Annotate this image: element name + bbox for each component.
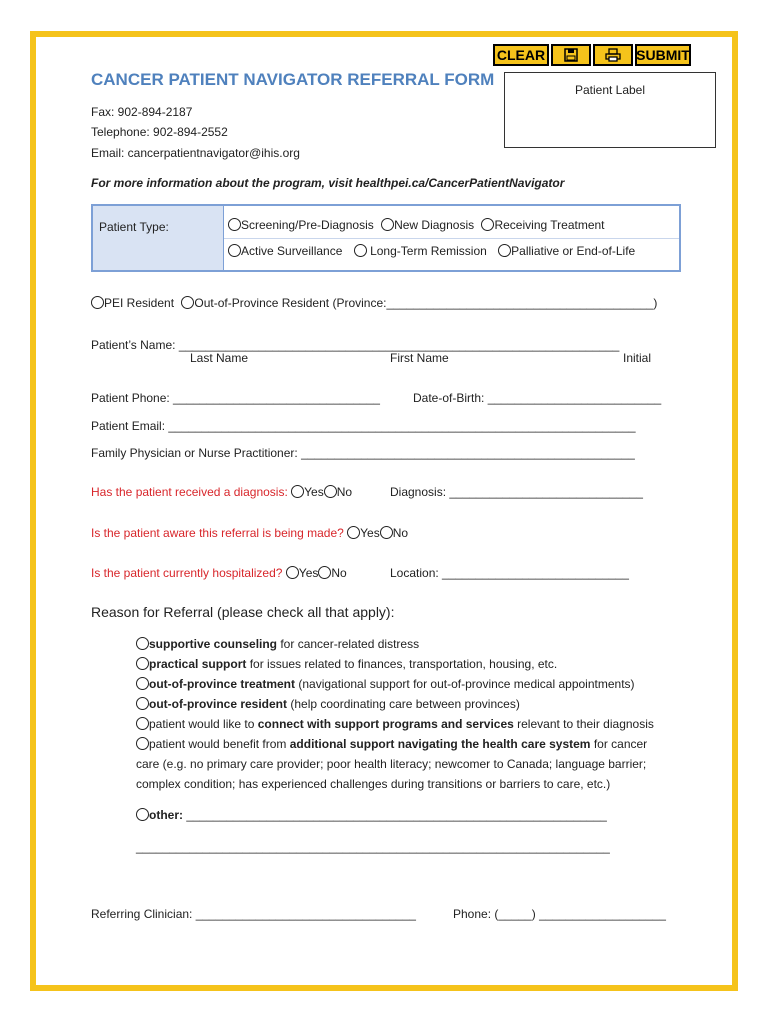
radio-receiving-treatment[interactable]	[481, 218, 494, 231]
email-line: Email: cancerpatientnavigator@ihis.org	[91, 146, 300, 160]
reason-6-pre: patient would benefit from	[149, 737, 290, 751]
radio-screening[interactable]	[228, 218, 241, 231]
checkbox-additional-support[interactable]	[136, 737, 149, 750]
option-out-of-province[interactable]: Out-of-Province Resident (Province:________________________________________)	[194, 296, 658, 310]
patient-type-box	[91, 204, 681, 272]
form-title: CANCER PATIENT NAVIGATOR REFERRAL FORM	[91, 70, 495, 89]
radio-palliative[interactable]	[498, 244, 511, 257]
referring-clinician-field[interactable]: Referring Clinician: _________________________________	[91, 907, 416, 921]
radio-diagnosis-yes[interactable]	[291, 485, 304, 498]
patient-phone-field[interactable]: Patient Phone: _______________________________	[91, 391, 380, 405]
other-label: other:	[149, 808, 183, 822]
reason-3-text: (navigational support for out-of-province medical appointments)	[295, 677, 635, 691]
reason-2-text: for issues related to finances, transportation, housing, etc.	[246, 657, 558, 671]
reason-4-text: (help coordinating care between provinces)	[287, 697, 520, 711]
patient-type-label: Patient Type:	[99, 220, 169, 234]
radio-aware-yes[interactable]	[347, 526, 360, 539]
reason-heading: Reason for Referral (please check all that apply):	[91, 604, 395, 620]
radio-aware-no[interactable]	[380, 526, 393, 539]
radio-diagnosis-no[interactable]	[324, 485, 337, 498]
patient-label-text: Patient Label	[574, 83, 646, 97]
hospitalized-yes-label: Yes	[298, 566, 319, 580]
hospitalized-question: Is the patient currently hospitalized?	[91, 566, 283, 580]
reason-5-pre: patient would like to	[149, 717, 258, 731]
diagnosis-yes-label: Yes	[304, 485, 324, 499]
reason-6-line-2: care (e.g. no primary care provider; poor health literacy; newcomer to Canada; language barrier;	[136, 757, 647, 771]
submit-button[interactable]: SUBMIT	[635, 44, 691, 66]
toolbar	[493, 44, 691, 66]
diagnosis-question: Has the patient received a diagnosis:	[91, 485, 288, 499]
print-icon	[605, 48, 621, 62]
last-name-caption: Last Name	[190, 351, 249, 365]
radio-active-surveillance[interactable]	[228, 244, 241, 257]
save-button[interactable]	[551, 44, 591, 66]
aware-no-label: No	[392, 526, 409, 540]
fax-line: Fax: 902-894-2187	[91, 105, 193, 119]
aware-question: Is the patient aware this referral is being made?	[91, 526, 344, 540]
other-field[interactable]: _______________________________________________________________	[183, 808, 607, 822]
radio-out-of-province[interactable]	[181, 296, 194, 309]
patient-name-field[interactable]: Patient’s Name: __________________________________________________________________	[91, 338, 620, 352]
option-new-diagnosis: New Diagnosis	[394, 218, 475, 232]
checkbox-out-of-province-resident[interactable]	[136, 697, 149, 710]
patient-type-options	[224, 206, 679, 270]
hospitalized-no-label: No	[331, 566, 347, 580]
patient-type-label-cell	[93, 206, 224, 270]
clinician-phone-field[interactable]: Phone: (_____) ___________________	[453, 907, 666, 921]
option-screening: Screening/Pre-Diagnosis	[241, 218, 374, 232]
reason-4-bold: out-of-province resident	[149, 697, 288, 711]
radio-pei-resident[interactable]	[91, 296, 104, 309]
reason-5-bold: connect with support programs and services	[257, 717, 514, 731]
option-long-term-remission: Long-Term Remission	[370, 244, 487, 258]
option-active-surveillance: Active Surveillance	[241, 244, 343, 258]
physician-field[interactable]: Family Physician or Nurse Practitioner: __________________________________________________	[91, 446, 635, 460]
other-field-line-2[interactable]: _______________________________________________________________________	[136, 840, 610, 854]
aware-yes-label: Yes	[360, 526, 380, 540]
dob-field[interactable]: Date-of-Birth: __________________________	[413, 391, 662, 405]
location-field[interactable]: Location: ____________________________	[390, 566, 629, 580]
clear-button[interactable]: CLEAR	[493, 44, 549, 66]
radio-new-diagnosis[interactable]	[381, 218, 394, 231]
option-receiving-treatment: Receiving Treatment	[494, 218, 605, 232]
reason-6-text: for cancer	[590, 737, 648, 751]
reason-1-text: for cancer-related distress	[277, 637, 420, 651]
reason-3-bold: out-of-province treatment	[149, 677, 296, 691]
save-icon	[564, 48, 578, 62]
checkbox-supportive-counseling[interactable]	[136, 637, 149, 650]
initial-caption: Initial	[623, 351, 652, 365]
radio-hospitalized-yes[interactable]	[286, 566, 299, 579]
print-button[interactable]	[593, 44, 633, 66]
checkbox-out-of-province-treatment[interactable]	[136, 677, 149, 690]
checkbox-other[interactable]	[136, 808, 149, 821]
reason-5-text: relevant to their diagnosis	[513, 717, 654, 731]
checkbox-connect-support-programs[interactable]	[136, 717, 149, 730]
checkbox-practical-support[interactable]	[136, 657, 149, 670]
reason-1-bold: supportive counseling	[149, 637, 278, 651]
patient-email-field[interactable]: Patient Email: ______________________________________________________________________	[91, 419, 636, 433]
option-pei-resident: PEI Resident	[104, 296, 175, 310]
reason-6-line-3: complex condition; has experienced challenges during transitions or barriers to care, etc.)	[136, 777, 611, 791]
radio-long-term-remission[interactable]	[354, 244, 367, 257]
diagnosis-field[interactable]: Diagnosis: _____________________________	[390, 485, 643, 499]
option-palliative: Palliative or End-of-Life	[511, 244, 636, 258]
reason-6-bold: additional support navigating the health care system	[289, 737, 591, 751]
diagnosis-no-label: No	[336, 485, 353, 499]
reason-2-bold: practical support	[149, 657, 247, 671]
first-name-caption: First Name	[390, 351, 449, 365]
info-line: For more information about the program, visit healthpei.ca/CancerPatientNavigator	[91, 176, 565, 190]
radio-hospitalized-no[interactable]	[318, 566, 331, 579]
telephone-line: Telephone: 902-894-2552	[91, 125, 228, 139]
patient-label-box	[504, 72, 716, 148]
